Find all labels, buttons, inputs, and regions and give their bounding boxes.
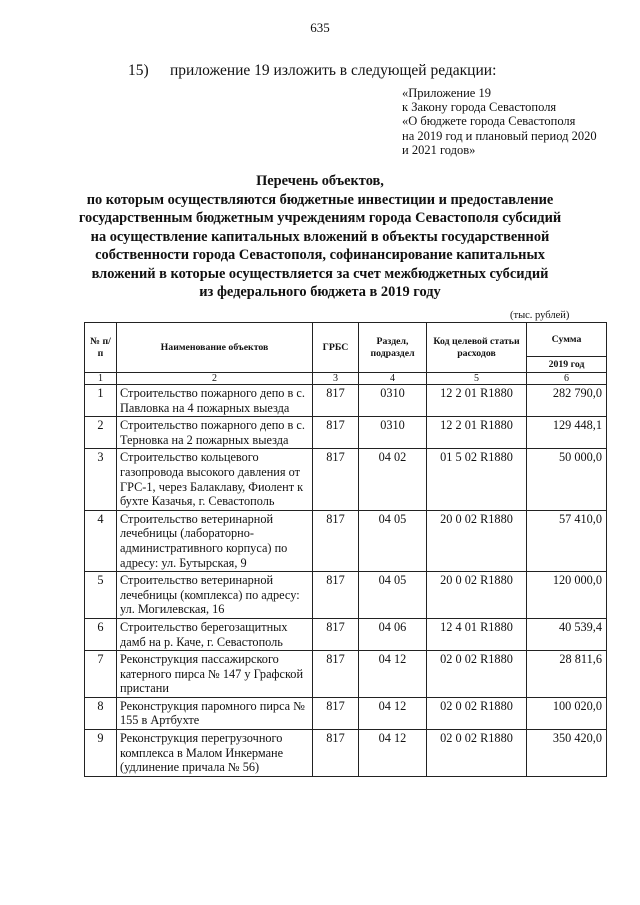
cell-num: 1 [85, 385, 117, 417]
table-row [85, 651, 607, 698]
document-title [60, 172, 580, 302]
header-section: Раздел, подраздел [359, 323, 427, 373]
cell-sum: 120 000,0 [527, 572, 607, 619]
unit-label: (тыс. рублей) [510, 310, 570, 321]
title-line: вложений в которые осуществляется за счет межбюджетных субсидий [91, 265, 549, 282]
header-name: Наименование объектов [117, 323, 313, 373]
cell-sum: 28 811,6 [527, 651, 607, 698]
table-row [85, 572, 607, 619]
title-line: по которым осуществляются бюджетные инвестиции и предоставление [86, 191, 554, 208]
header-code: Код целевой статьи расходов [427, 323, 527, 373]
objects-table [84, 322, 607, 777]
appendix-line: на 2019 год и плановый период 2020 [402, 128, 597, 143]
cell-grbs: 817 [313, 449, 359, 510]
cell-sum: 282 790,0 [527, 385, 607, 417]
header-num: № п/п [85, 323, 117, 373]
cell-code: 12 2 01 R1880 [427, 385, 527, 417]
cell-section: 0310 [359, 385, 427, 417]
table-row [85, 449, 607, 510]
cell-num: 4 [85, 510, 117, 571]
table-row [85, 417, 607, 449]
column-number: 3 [313, 373, 359, 385]
cell-section: 04 12 [359, 697, 427, 729]
cell-grbs: 817 [313, 697, 359, 729]
appendix-line: «О бюджете города Севастополя [402, 114, 576, 129]
cell-grbs: 817 [313, 510, 359, 571]
cell-num: 7 [85, 651, 117, 698]
cell-grbs: 817 [313, 618, 359, 650]
cell-sum: 129 448,1 [527, 417, 607, 449]
cell-grbs: 817 [313, 417, 359, 449]
cell-section: 04 06 [359, 618, 427, 650]
cell-code: 12 2 01 R1880 [427, 417, 527, 449]
cell-sum: 100 020,0 [527, 697, 607, 729]
cell-name: Реконструкция перегрузочного комплекса в Малом Инкермане (удлинение причала № 56) [117, 730, 313, 777]
cell-num: 8 [85, 697, 117, 729]
cell-name: Реконструкция пассажирского катерного пирса № 147 у Графской пристани [117, 651, 313, 698]
table-row [85, 618, 607, 650]
title-line: из федерального бюджета в 2019 году [199, 284, 441, 300]
cell-code: 12 4 01 R1880 [427, 618, 527, 650]
cell-num: 2 [85, 417, 117, 449]
item-number: 15) [128, 62, 149, 79]
title-line: государственным бюджетным учреждениям города Севастополя субсидий [78, 210, 562, 226]
cell-code: 02 0 02 R1880 [427, 651, 527, 698]
column-number: 4 [359, 373, 427, 385]
cell-code: 20 0 02 R1880 [427, 510, 527, 571]
cell-name: Строительство берегозащитных дамб на р. Каче, г. Севастополь [117, 618, 313, 650]
cell-section: 04 02 [359, 449, 427, 510]
cell-num: 6 [85, 618, 117, 650]
cell-code: 20 0 02 R1880 [427, 572, 527, 619]
table-row [85, 730, 607, 777]
table-row [85, 697, 607, 729]
cell-grbs: 817 [313, 730, 359, 777]
cell-sum: 40 539,4 [527, 618, 607, 650]
table-row [85, 385, 607, 417]
appendix-reference [402, 86, 597, 157]
cell-sum: 350 420,0 [527, 730, 607, 777]
cell-name: Строительство пожарного депо в с. Терновка на 2 пожарных выезда [117, 417, 313, 449]
header-row [85, 323, 607, 357]
cell-name: Строительство пожарного депо в с. Павловка на 4 пожарных выезда [117, 385, 313, 417]
cell-num: 9 [85, 730, 117, 777]
cell-code: 01 5 02 R1880 [427, 449, 527, 510]
cell-section: 04 05 [359, 510, 427, 571]
cell-section: 04 12 [359, 730, 427, 777]
title-line: Перечень объектов, [256, 173, 384, 189]
cell-code: 02 0 02 R1880 [427, 730, 527, 777]
amendment-item [128, 62, 496, 80]
column-number: 5 [427, 373, 527, 385]
appendix-line: к Закону города Севастополя [402, 100, 557, 115]
cell-name: Реконструкция паромного пирса № 155 в Артбухте [117, 697, 313, 729]
cell-section: 04 05 [359, 572, 427, 619]
cell-name: Строительство ветеринарной лечебницы (лабораторно-административного корпуса) по адресу: ул. Бутырская, 9 [117, 510, 313, 571]
cell-sum: 50 000,0 [527, 449, 607, 510]
item-text: приложение 19 изложить в следующей редакции: [170, 62, 497, 79]
cell-name: Строительство кольцевого газопровода высокого давления от ГРС-1, через Балаклаву, Фиолент к бухте Казачья, г. Севастополь [117, 449, 313, 510]
title-line: собственности города Севастополя, софинансирование капитальных [95, 247, 545, 263]
column-number-row [85, 373, 607, 385]
cell-code: 02 0 02 R1880 [427, 697, 527, 729]
cell-section: 04 12 [359, 651, 427, 698]
appendix-line: «Приложение 19 [402, 86, 491, 100]
header-grbs: ГРБС [313, 323, 359, 373]
column-number: 2 [117, 373, 313, 385]
cell-grbs: 817 [313, 572, 359, 619]
title-line: на осуществление капитальных вложений в объекты государственной [90, 228, 550, 245]
cell-sum: 57 410,0 [527, 510, 607, 571]
page-number: 635 [310, 20, 330, 35]
cell-name: Строительство ветеринарной лечебницы (комплекса) по адресу: ул. Могилевская, 16 [117, 572, 313, 619]
table-row [85, 510, 607, 571]
column-number: 1 [85, 373, 117, 385]
header-year: 2019 год [527, 357, 607, 373]
cell-num: 3 [85, 449, 117, 510]
cell-num: 5 [85, 572, 117, 619]
column-number: 6 [527, 373, 607, 385]
cell-section: 0310 [359, 417, 427, 449]
appendix-line: и 2021 годов» [402, 142, 476, 157]
header-sum: Сумма [527, 323, 607, 357]
cell-grbs: 817 [313, 385, 359, 417]
cell-grbs: 817 [313, 651, 359, 698]
